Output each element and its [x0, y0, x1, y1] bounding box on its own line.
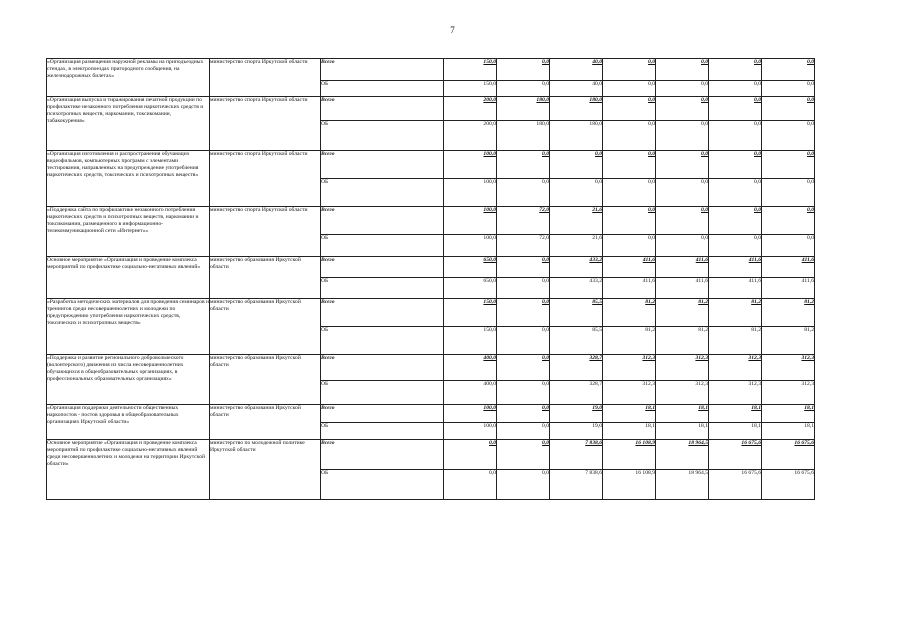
- fund-value-cell: 18,1: [656, 423, 709, 440]
- fund-value-cell: 0,0: [656, 179, 709, 207]
- total-value-cell: 0,0: [497, 405, 550, 423]
- fund-value-cell: 16 675,6: [762, 470, 815, 500]
- fund-value-cell: 21,6: [550, 235, 603, 257]
- executor-cell: министерство спорта Иркутской области: [210, 151, 321, 207]
- fund-value-cell: 0,0: [603, 121, 656, 151]
- total-value-cell: 0,0: [603, 151, 656, 179]
- fund-value-cell: 150,0: [444, 327, 497, 355]
- fund-value-cell: 18,1: [762, 423, 815, 440]
- total-value-cell: 0,0: [550, 151, 603, 179]
- total-value-cell: 0,0: [656, 97, 709, 121]
- activity-name-cell: «Поддержка и развитие регионального добровольческого (волонтерского) движения из числа несовершеннолетних обучающихся в общеобразовательных организациях, в профессиональных образовательных организациях»: [47, 355, 210, 405]
- budget-table: [46, 58, 815, 500]
- activity-name-cell: «Организация размещения наружной рекламы на приподъездных стендах, в электропоездах пригородного сообщения, на железнодорожных билетах»: [47, 59, 210, 97]
- total-value-cell: 433,2: [550, 257, 603, 278]
- fund-value-cell: 200,0: [444, 121, 497, 151]
- fund-value-cell: 411,6: [762, 278, 815, 299]
- table-row: [47, 151, 815, 179]
- fund-label-cell: ОБ: [321, 121, 444, 151]
- fund-value-cell: 0,0: [603, 235, 656, 257]
- total-value-cell: 40,0: [550, 59, 603, 81]
- total-value-cell: 16 108,9: [603, 440, 656, 470]
- total-label-cell: Всего: [321, 59, 444, 81]
- total-value-cell: 0,0: [497, 299, 550, 327]
- fund-value-cell: 0,0: [497, 179, 550, 207]
- fund-value-cell: 100,0: [444, 235, 497, 257]
- total-value-cell: 81,2: [603, 299, 656, 327]
- table-row: [47, 207, 815, 235]
- fund-value-cell: 411,6: [603, 278, 656, 299]
- table-row: [47, 440, 815, 470]
- total-value-cell: 0,0: [709, 97, 762, 121]
- activity-name-cell: «Организация выпуска и тиражирования печатной продукции по профилактике незаконного потребления наркотических средств и психотропных веществ, наркомании, токсикомании, табакокурения»: [47, 97, 210, 151]
- fund-label-cell: ОБ: [321, 179, 444, 207]
- executor-cell: министерство образования Иркутской области: [210, 405, 321, 440]
- total-value-cell: 0,0: [656, 207, 709, 235]
- total-value-cell: 411,6: [656, 257, 709, 278]
- fund-value-cell: 400,0: [444, 381, 497, 405]
- fund-value-cell: 150,0: [444, 81, 497, 97]
- total-value-cell: 81,2: [656, 299, 709, 327]
- fund-value-cell: 81,2: [709, 327, 762, 355]
- fund-value-cell: 180,0: [550, 121, 603, 151]
- fund-value-cell: 411,6: [709, 278, 762, 299]
- fund-label-cell: ОБ: [321, 235, 444, 257]
- activity-name-cell: «Разработка методических материалов для проведения семинаров и тренингов среди несовершеннолетних и молодежи по предупреждению употребления наркотических средств, токсических и психотропных веществ»: [47, 299, 210, 355]
- fund-value-cell: 81,2: [656, 327, 709, 355]
- fund-value-cell: 81,2: [762, 327, 815, 355]
- total-value-cell: 81,2: [709, 299, 762, 327]
- fund-value-cell: 40,0: [550, 81, 603, 97]
- total-value-cell: 18 964,5: [656, 440, 709, 470]
- executor-cell: министерство по молодежной политике Иркутской области: [210, 440, 321, 500]
- total-value-cell: 18,1: [709, 405, 762, 423]
- total-value-cell: 0,0: [444, 440, 497, 470]
- fund-value-cell: 0,0: [762, 179, 815, 207]
- fund-value-cell: 0,0: [497, 278, 550, 299]
- total-value-cell: 0,0: [762, 151, 815, 179]
- fund-label-cell: ОБ: [321, 327, 444, 355]
- activity-name-cell: «Поддержка сайта по профилактике незаконного потребления наркотических средств и психотропных веществ, наркомании и токсикомании, размещенного в информационно-телекоммуникационной сети «Интернет»»: [47, 207, 210, 257]
- fund-value-cell: 312,3: [656, 381, 709, 405]
- fund-value-cell: 0,0: [497, 381, 550, 405]
- fund-value-cell: 312,3: [603, 381, 656, 405]
- total-value-cell: 0,0: [709, 207, 762, 235]
- total-value-cell: 16 675,6: [762, 440, 815, 470]
- fund-value-cell: 0,0: [709, 81, 762, 97]
- total-value-cell: 0,0: [762, 97, 815, 121]
- total-value-cell: 0,0: [709, 59, 762, 81]
- total-value-cell: 100,0: [444, 151, 497, 179]
- total-value-cell: 0,0: [497, 151, 550, 179]
- fund-value-cell: 0,0: [709, 121, 762, 151]
- total-value-cell: 0,0: [762, 207, 815, 235]
- fund-label-cell: ОБ: [321, 470, 444, 500]
- fund-value-cell: 0,0: [762, 121, 815, 151]
- total-value-cell: 312,3: [603, 355, 656, 381]
- total-value-cell: 0,0: [603, 207, 656, 235]
- total-value-cell: 100,0: [444, 405, 497, 423]
- total-value-cell: 180,0: [497, 97, 550, 121]
- fund-value-cell: 328,7: [550, 381, 603, 405]
- fund-value-cell: 0,0: [550, 179, 603, 207]
- total-value-cell: 0,0: [497, 355, 550, 381]
- fund-value-cell: 0,0: [603, 179, 656, 207]
- page-number: 7: [450, 25, 455, 35]
- total-label-cell: Всего: [321, 257, 444, 278]
- total-label-cell: Всего: [321, 299, 444, 327]
- fund-value-cell: 0,0: [497, 327, 550, 355]
- total-value-cell: 150,0: [444, 59, 497, 81]
- fund-value-cell: 0,0: [656, 235, 709, 257]
- total-value-cell: 0,0: [497, 59, 550, 81]
- fund-label-cell: ОБ: [321, 81, 444, 97]
- total-value-cell: 18,1: [656, 405, 709, 423]
- fund-value-cell: 100,0: [444, 423, 497, 440]
- table-row: [47, 257, 815, 278]
- total-value-cell: 16 675,6: [709, 440, 762, 470]
- total-value-cell: 400,0: [444, 355, 497, 381]
- fund-value-cell: 81,2: [603, 327, 656, 355]
- total-label-cell: Всего: [321, 151, 444, 179]
- fund-value-cell: 16 675,6: [709, 470, 762, 500]
- total-value-cell: 312,3: [709, 355, 762, 381]
- total-value-cell: 19,0: [550, 405, 603, 423]
- fund-label-cell: ОБ: [321, 381, 444, 405]
- fund-value-cell: 0,0: [444, 470, 497, 500]
- executor-cell: министерство спорта Иркутской области: [210, 207, 321, 257]
- total-value-cell: 180,0: [550, 97, 603, 121]
- fund-value-cell: 0,0: [656, 81, 709, 97]
- fund-value-cell: 18 964,5: [656, 470, 709, 500]
- total-value-cell: 100,0: [444, 207, 497, 235]
- activity-name-cell: «Организация поддержки деятельности общественных наркопостов - постов здоровья в общеобразовательных организациях Иркутской области»: [47, 405, 210, 440]
- executor-cell: министерство спорта Иркутской области: [210, 97, 321, 151]
- total-label-cell: Всего: [321, 355, 444, 381]
- fund-value-cell: 85,5: [550, 327, 603, 355]
- total-label-cell: Всего: [321, 440, 444, 470]
- table-row: [47, 299, 815, 327]
- fund-value-cell: 18,1: [603, 423, 656, 440]
- fund-value-cell: 19,0: [550, 423, 603, 440]
- total-value-cell: 328,7: [550, 355, 603, 381]
- executor-cell: министерство образования Иркутской области: [210, 299, 321, 355]
- fund-value-cell: 0,0: [497, 81, 550, 97]
- total-value-cell: 72,0: [497, 207, 550, 235]
- total-value-cell: 0,0: [656, 59, 709, 81]
- fund-label-cell: ОБ: [321, 423, 444, 440]
- fund-value-cell: 312,3: [709, 381, 762, 405]
- fund-value-cell: 0,0: [497, 423, 550, 440]
- executor-cell: министерство образования Иркутской области: [210, 257, 321, 299]
- fund-value-cell: 312,3: [762, 381, 815, 405]
- fund-value-cell: 0,0: [709, 235, 762, 257]
- total-value-cell: 0,0: [497, 257, 550, 278]
- total-value-cell: 85,5: [550, 299, 603, 327]
- total-value-cell: 0,0: [656, 151, 709, 179]
- total-value-cell: 0,0: [762, 59, 815, 81]
- fund-value-cell: 18,1: [709, 423, 762, 440]
- fund-value-cell: 100,0: [444, 179, 497, 207]
- fund-value-cell: 0,0: [497, 470, 550, 500]
- fund-value-cell: 0,0: [709, 179, 762, 207]
- fund-value-cell: 180,0: [497, 121, 550, 151]
- fund-value-cell: 16 108,9: [603, 470, 656, 500]
- executor-cell: министерство образования Иркутской области: [210, 355, 321, 405]
- fund-value-cell: 411,6: [656, 278, 709, 299]
- executor-cell: министерство спорта Иркутской области: [210, 59, 321, 97]
- fund-value-cell: 0,0: [656, 121, 709, 151]
- total-label-cell: Всего: [321, 207, 444, 235]
- total-value-cell: 411,6: [709, 257, 762, 278]
- table-row: [47, 97, 815, 121]
- table-row: [47, 405, 815, 423]
- fund-value-cell: 0,0: [762, 81, 815, 97]
- fund-label-cell: ОБ: [321, 278, 444, 299]
- activity-name-cell: «Организация изготовления и распространения обучающих видеофильмов, компьютерных программ с элементами тестирования, направленных на предупреждение употребления наркотических средств, токсических и психотропных веществ»: [47, 151, 210, 207]
- total-value-cell: 200,0: [444, 97, 497, 121]
- total-value-cell: 411,6: [762, 257, 815, 278]
- total-value-cell: 18,1: [762, 405, 815, 423]
- fund-value-cell: 0,0: [762, 235, 815, 257]
- total-value-cell: 0,0: [497, 440, 550, 470]
- total-value-cell: 81,2: [762, 299, 815, 327]
- total-value-cell: 21,6: [550, 207, 603, 235]
- total-value-cell: 411,6: [603, 257, 656, 278]
- table-row: [47, 355, 815, 381]
- total-value-cell: 150,0: [444, 299, 497, 327]
- table-row: [47, 59, 815, 81]
- total-label-cell: Всего: [321, 405, 444, 423]
- total-value-cell: 0,0: [603, 97, 656, 121]
- total-value-cell: 312,3: [656, 355, 709, 381]
- fund-value-cell: 7 838,6: [550, 470, 603, 500]
- fund-value-cell: 650,0: [444, 278, 497, 299]
- total-value-cell: 0,0: [603, 59, 656, 81]
- total-value-cell: 7 838,6: [550, 440, 603, 470]
- activity-name-cell: Основное мероприятие «Организация и проведение комплекса мероприятий по профилактике социально-негативных явлений среди несовершеннолетних и молодежи на территории Иркутской области»: [47, 440, 210, 500]
- activity-name-cell: Основное мероприятие «Организация и проведение комплекса мероприятий по профилактике социально-негативных явлений»: [47, 257, 210, 299]
- total-value-cell: 0,0: [709, 151, 762, 179]
- total-label-cell: Всего: [321, 97, 444, 121]
- fund-value-cell: 72,0: [497, 235, 550, 257]
- fund-value-cell: 433,2: [550, 278, 603, 299]
- total-value-cell: 650,0: [444, 257, 497, 278]
- total-value-cell: 18,1: [603, 405, 656, 423]
- total-value-cell: 312,3: [762, 355, 815, 381]
- fund-value-cell: 0,0: [603, 81, 656, 97]
